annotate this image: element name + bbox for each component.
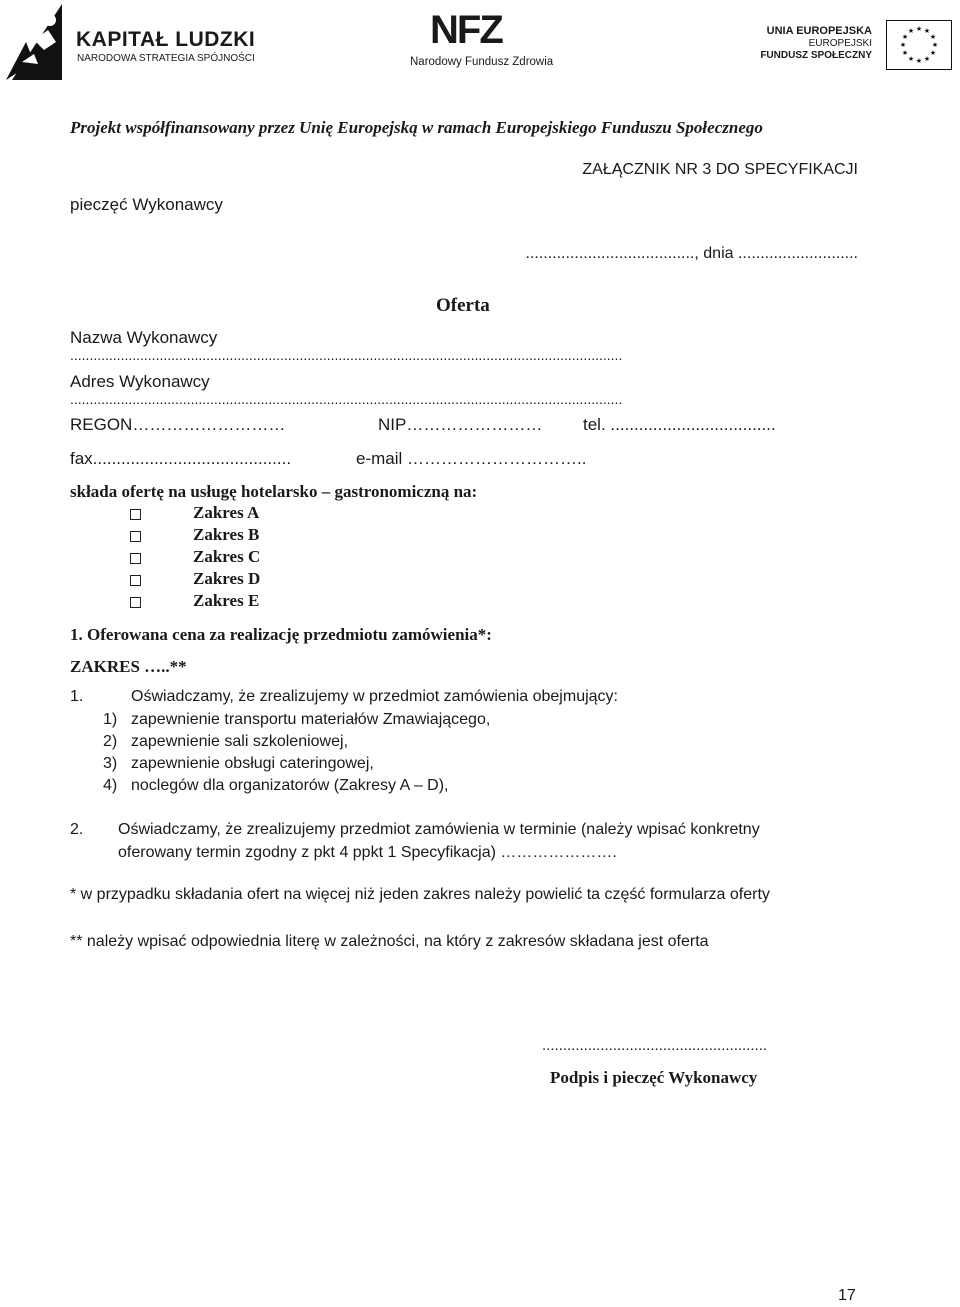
offer-intro: składa ofertę na usługę hotelarsko – gastronomiczną na:	[70, 482, 478, 501]
svg-text:★: ★	[899, 41, 907, 49]
footnote-single-star: * w przypadku składania ofert na więcej niż jeden zakres należy powielić ta część formularza oferty	[70, 886, 770, 903]
declaration2-line2: oferowany termin zgodny z pkt 4 ppkt 1 Specyfikacja) ………………….	[118, 844, 617, 861]
svg-text:★: ★	[901, 49, 909, 57]
declaration1-item-text: noclegów dla organizatorów (Zakresy A – D),	[131, 777, 449, 794]
declaration1-text: Oświadczamy, że zrealizujemy w przedmiot zamówienia obejmujący:	[131, 688, 618, 705]
eu-logo	[760, 8, 960, 78]
checkbox[interactable]	[130, 597, 141, 608]
declaration2-line1: Oświadczamy, że zrealizujemy przedmiot zamówienia w terminie (należy wpisać konkretny	[118, 821, 760, 838]
nip-field[interactable]: NIP……………………	[378, 415, 543, 434]
stamp-label: pieczęć Wykonawcy	[70, 195, 223, 214]
checkbox[interactable]	[130, 575, 141, 586]
nfz-logo-title: NFZ	[430, 8, 502, 52]
contractor-address-field[interactable]: ..............................................................................................................................................	[70, 391, 623, 407]
fax-field[interactable]: fax..........................................	[70, 449, 292, 468]
scope-label: Zakres B	[193, 525, 260, 544]
kapital-ludzki-logo	[0, 0, 260, 85]
checkbox[interactable]	[130, 531, 141, 542]
zakres-line: ZAKRES …..**	[70, 657, 187, 676]
signature-label: Podpis i pieczęć Wykonawcy	[550, 1068, 758, 1087]
svg-text:★: ★	[907, 27, 915, 35]
svg-text:★: ★	[901, 33, 909, 41]
declaration1-item-text: zapewnienie sali szkoleniowej,	[131, 733, 349, 750]
contractor-name-label: Nazwa Wykonawcy	[70, 328, 218, 347]
annex-label: ZAŁĄCZNIK NR 3 DO SPECYFIKACJI	[582, 161, 858, 178]
kapital-ludzki-subtitle: NARODOWA STRATEGIA SPÓJNOŚCI	[77, 53, 255, 64]
email-field[interactable]: e-mail …………………………..	[356, 449, 587, 468]
tel-field[interactable]: tel. ...................................	[583, 415, 776, 434]
project-cofinancing-line: Projekt współfinansowany przez Unię Europejską w ramach Europejskiego Funduszu Społecznego	[70, 118, 763, 137]
svg-text:★: ★	[931, 41, 939, 49]
declaration1-item-number: 4)	[103, 777, 118, 794]
signature-line[interactable]: ......................................................	[542, 1037, 768, 1054]
declaration1-item-number: 2)	[103, 733, 118, 750]
eu-logo-line2: EUROPEJSKI	[808, 38, 872, 49]
declaration2-number: 2.	[70, 821, 84, 838]
contractor-address-label: Adres Wykonawcy	[70, 372, 210, 391]
svg-text:★: ★	[929, 33, 937, 41]
declaration1-item-number: 3)	[103, 755, 118, 772]
regon-field[interactable]: REGON………………………	[70, 415, 286, 434]
eu-logo-line3: FUNDUSZ SPOŁECZNY	[760, 50, 872, 61]
kapital-ludzki-emblem-icon	[4, 2, 66, 82]
svg-text:★: ★	[929, 49, 937, 57]
page-title: Oferta	[436, 295, 490, 316]
declaration1-item-number: 1)	[103, 711, 118, 728]
nfz-logo	[400, 8, 560, 78]
svg-text:★: ★	[915, 25, 923, 33]
kapital-ludzki-title: KAPITAŁ LUDZKI	[76, 28, 256, 51]
svg-text:★: ★	[923, 27, 931, 35]
svg-text:★: ★	[907, 55, 915, 63]
price-heading: 1. Oferowana cena za realizację przedmiotu zamówienia*:	[70, 625, 492, 644]
contractor-name-field[interactable]: ..............................................................................................................................................	[70, 347, 623, 363]
checkbox[interactable]	[130, 553, 141, 564]
scope-label: Zakres C	[193, 547, 261, 566]
nfz-logo-subtitle: Narodowy Fundusz Zdrowia	[410, 56, 554, 68]
scope-label: Zakres E	[193, 591, 260, 610]
page-number: 17	[838, 1287, 856, 1304]
date-line: ......................................, dnia ...........................	[525, 245, 858, 262]
footnote-double-star: ** należy wpisać odpowiednia literę w zależności, na który z zakresów składana jest oferta	[70, 933, 709, 950]
eu-flag-icon	[886, 20, 952, 70]
scope-label: Zakres A	[193, 503, 260, 522]
declaration1-number: 1.	[70, 688, 84, 705]
checkbox[interactable]	[130, 509, 141, 520]
svg-text:★: ★	[915, 57, 923, 65]
svg-text:★: ★	[923, 55, 931, 63]
declaration1-item-text: zapewnienie obsługi cateringowej,	[131, 755, 374, 772]
declaration1-item-text: zapewnienie transportu materiałów Zmawiającego,	[131, 711, 491, 728]
scope-label: Zakres D	[193, 569, 261, 588]
eu-logo-line1: UNIA EUROPEJSKA	[766, 25, 872, 37]
